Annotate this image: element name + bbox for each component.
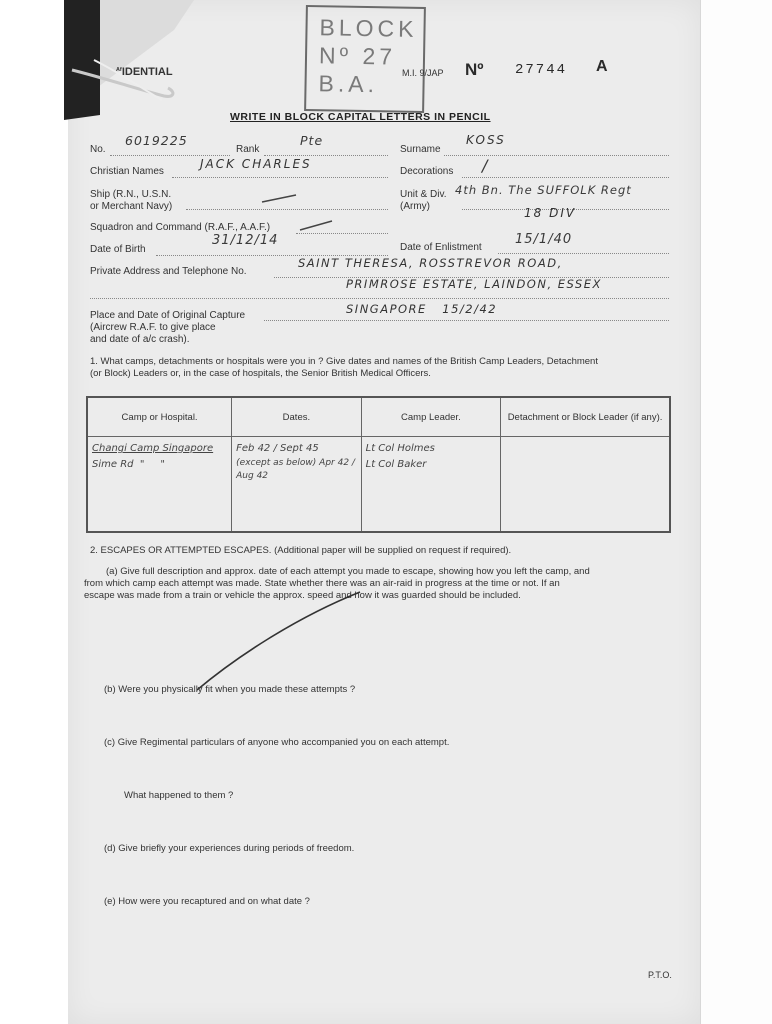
header-camp-leader: Camp Leader.: [361, 397, 500, 437]
stamp-line-2: Nº 27: [318, 42, 397, 70]
form-reference: M.I. 9/JAP: [402, 68, 444, 78]
stamp-line-3: B.A.: [318, 70, 379, 98]
ship-label-line-1: Ship (R.N., U.S.N.: [90, 189, 172, 200]
address-line-1: SAINT THERESA, ROSSTREVOR ROAD,: [298, 256, 563, 270]
header-detachment-leader: Detachment or Block Leader (if any).: [501, 397, 670, 437]
dob-label: Date of Birth: [90, 244, 146, 255]
capture-label-line-2: (Aircrew R.A.F. to give place: [90, 322, 216, 333]
decorations-value: /: [482, 156, 489, 175]
camps-table: [86, 396, 671, 533]
question-2a-line-3: escape was made from a train or vehicle the approx. speed and how it was guarded should be included.: [84, 590, 521, 601]
strike-through-line: [195, 588, 365, 693]
squadron-label: Squadron and Command (R.A.F., A.A.F.): [90, 222, 271, 233]
classification-mark: [116, 66, 173, 78]
camp-cell: [87, 437, 232, 533]
header-dates: Dates.: [232, 397, 362, 437]
dates-row-2: (except as below) Apr 42 / Aug 42: [236, 458, 355, 481]
no-label: No.: [90, 144, 106, 155]
ship-dash-mark: [260, 192, 300, 204]
rank-value: Pte: [300, 133, 324, 148]
question-2c: (c) Give Regimental particulars of anyone who accompanied you on each attempt.: [104, 737, 450, 748]
header-camp: Camp or Hospital.: [87, 397, 232, 437]
question-2a: [84, 566, 684, 602]
block-stamp: [304, 5, 426, 113]
capture-label-line-1: Place and Date of Original Capture: [90, 310, 246, 321]
ship-label-line-2: or Merchant Navy): [90, 201, 173, 212]
pencil-instruction: WRITE IN BLOCK CAPITAL LETTERS IN PENCIL: [230, 111, 491, 123]
division-value: 18 DIV: [524, 206, 577, 220]
question-2b: (b) Were you physically fit when you made these attempts ?: [104, 684, 356, 695]
page-edge: [700, 0, 772, 1024]
rank-label: Rank: [236, 144, 260, 155]
dates-cell: [232, 437, 362, 533]
unit-label-line-2: (Army): [400, 201, 430, 212]
camps-table-header: [87, 397, 670, 437]
christian-names-value: JACK CHARLES: [200, 157, 312, 171]
question-2-title: 2. ESCAPES OR ATTEMPTED ESCAPES. (Additional paper will be supplied on request if required).: [90, 545, 512, 556]
leader-cell: [361, 437, 500, 533]
classification-prefix: ᴬᶠ: [116, 66, 122, 75]
classification-text: IDENTIAL: [121, 66, 173, 78]
address-line-2: PRIMROSE ESTATE, LAINDON, ESSEX: [346, 277, 602, 291]
capture-label: [90, 310, 245, 346]
address-label: Private Address and Telephone No.: [90, 266, 247, 277]
enlistment-value: 15/1/40: [515, 232, 573, 247]
camps-table-body: [87, 437, 670, 533]
ship-label: [90, 189, 172, 213]
leader-row-1: Lt Col Holmes: [365, 443, 435, 454]
detachment-cell: [501, 437, 670, 533]
form-letter: A: [596, 58, 608, 75]
form-number: 27744: [515, 62, 568, 78]
unit-value: 4th Bn. The SUFFOLK Regt: [455, 183, 632, 197]
service-number-value: 6019225: [125, 133, 188, 148]
unit-label-line-1: Unit & Div.: [400, 189, 447, 200]
question-1: [90, 356, 675, 380]
enlistment-label: Date of Enlistment: [400, 242, 482, 253]
dob-value: 31/12/14: [212, 233, 279, 248]
question-2a-line-1: (a) Give full description and approx. date of each attempt you made to escape, showing how you left the camp, and: [106, 566, 590, 577]
please-turn-over: P.T.O.: [648, 970, 672, 980]
question-2d: (d) Give briefly your experiences during periods of freedom.: [104, 843, 355, 854]
dates-row-1: Feb 42 / Sept 45: [236, 443, 319, 454]
squadron-dash-mark: [298, 218, 338, 232]
question-2c-followup: What happened to them ?: [124, 790, 234, 801]
decorations-label: Decorations: [400, 166, 454, 177]
christian-names-label: Christian Names: [90, 166, 164, 177]
question-2e: (e) How were you recaptured and on what date ?: [104, 896, 310, 907]
camp-row-1: Changi Camp Singapore: [92, 443, 214, 454]
surname-label: Surname: [400, 144, 441, 155]
leader-row-2: Lt Col Baker: [365, 459, 427, 470]
paper-clip-string: [64, 0, 204, 120]
question-1-line-1: 1. What camps, detachments or hospitals were you in ? Give dates and names of the British Camp Leaders, Detachment: [90, 356, 598, 367]
capture-value: SINGAPORE 15/2/42: [346, 302, 498, 316]
stamp-line-1: BLOCK: [319, 14, 418, 42]
surname-value: KOSS: [466, 133, 506, 147]
unit-label: [400, 189, 447, 213]
form-number-label: Nº: [465, 60, 484, 79]
question-1-line-2: (or Block) Leaders or, in the case of hospitals, the Senior British Medical Officers.: [90, 368, 431, 379]
capture-label-line-3: and date of a/c crash).: [90, 334, 190, 345]
question-2a-line-2: from which camp each attempt was made. State whether there was an air-raid in progress at the time or not. If an: [84, 578, 560, 589]
camp-row-2: Sime Rd " ": [92, 459, 165, 470]
